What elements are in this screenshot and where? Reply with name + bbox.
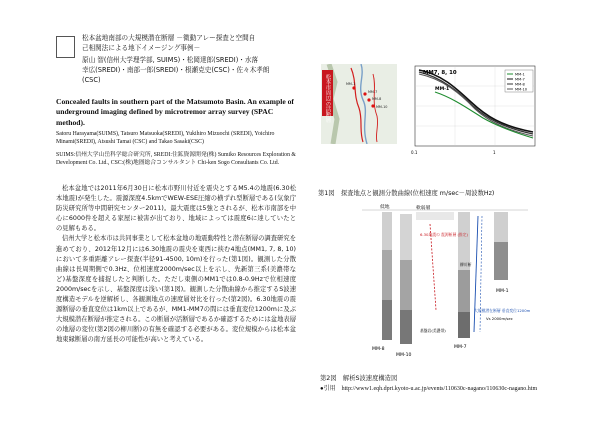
title-japanese	[82, 33, 292, 53]
label-mm8: MM-8	[372, 347, 385, 352]
authors-japanese	[82, 55, 292, 85]
label-mm1: MM-1	[496, 289, 509, 294]
label-vs: Vs 2000m/sec	[486, 316, 513, 321]
column-mm1-layer-top	[494, 212, 508, 242]
label-hidden-fault: 大規模潜在断層 垂直変位1200m	[474, 308, 531, 313]
figure2-velocity-section	[356, 200, 534, 368]
label-630-fault: 6.30地震の 震源断層 (推定)	[420, 232, 469, 237]
map-title-label: 松本市周辺の活断層	[324, 74, 331, 123]
label-low: 低地	[380, 205, 390, 210]
label-mm10: MM-10	[396, 353, 412, 358]
map-point-mm7-label: MM-7	[368, 90, 378, 94]
label-basement: 基盤岩(美濃帯)	[420, 328, 446, 333]
abstract-number-box	[56, 36, 75, 58]
affiliations: SUIMS:信州大学山岳科学総合研究所, SREDI:住鉱資源開発(株) Sumiko Resources Exploration & Development Co. Ltd., CSC:(株)地圏総合コンサルタント Chi-ken Sogo Consultants Co. Ltd.	[56, 152, 296, 167]
map-point-mm7	[363, 92, 366, 95]
map-point-mm10	[371, 104, 374, 107]
graph-header-label: MM7, 8, 10	[423, 70, 457, 76]
label-yanagawa: 柳川断	[460, 262, 472, 267]
graph-mm1-marker: MM-1	[435, 87, 450, 92]
soft-layer-band	[416, 212, 454, 220]
paragraph-2: 信州大学と松本市は共同事業として松本盆地の地震動特性と潜在断層の調査研究を進めており、2012年12月には6.30地震の震央を東西に挟む4地点(MM1, 7, 8, 10)において多重距離アレー探査(半径91-4500, 10m)を行った(第1図)。観測した分散曲線は長周期側で0.3Hz、位相速度2000m/sec以上を示し、先新第三系(美濃帯など)基盤深度を捕捉したと判断した。ただし東側のMM1では0.8-0.9Hzで位相速度2000m/secを示し、基盤深度は浅い(第1図)。観測した分散曲線から推定するS波速度構造モデルを逆解析し、各観測地点の速度層対比を行った(第2図)。6.30地震の震源断層の垂直変位は1km以上であるが、MM1-MM7の間には垂直変位1200mに及ぶ大規模潜在断層が推定される。この断層が活断層であるか確認するためには盆地表層の地層の変位(第2図の柳川断)の有無を確認する必要がある。変位規模からは松本盆地東縁断層の南方延長の可能性が高いと考えている。	[56, 235, 296, 344]
title-jp-line2: 己相関法による地下イメージング事例－	[82, 44, 201, 52]
title-english: Concealed faults in southern part of the Matsumoto Basin. An example of underground imaging defined by microtremor array survey (SPAC method).	[56, 97, 294, 127]
map-point-mm1	[352, 86, 355, 89]
column-mm10-layer-bottom	[400, 310, 412, 344]
authors-jp-line3: (CSC)	[82, 76, 101, 84]
reference-url: ●引用 http://www1.eqh.dpri.kyoto-u.ac.jp/events/110630c-nagano/110630c-nagano.htm	[320, 386, 538, 392]
figure1-dispersion-graph	[401, 62, 541, 160]
map-point-mm8	[367, 98, 370, 101]
legend-mm10: MM-10	[515, 87, 528, 92]
figure1-map	[321, 64, 397, 144]
x-tick-low: 0.1	[411, 150, 418, 155]
x-tick-high: 1	[493, 150, 496, 155]
authors-jp-line2: 幸広(SREDI)・南部一郎(SREDI)・根瀬克史(CSC)・佐々木孝朗	[82, 66, 270, 74]
map-point-mm8-label: MM-8	[372, 97, 382, 101]
column-mm1-layer-bottom	[494, 242, 508, 280]
map-point-mm1-label: MM-1	[346, 82, 356, 86]
title-jp-line1: 松本盆地南部の大規模潜在断層 －微動アレー探査と空間自	[82, 34, 256, 42]
legend-mm8: MM-8	[515, 82, 525, 87]
authors-english: Satoru Harayama(SUIMS), Tatsuro Matsuoka(SREDI), Yukihiro Mizuochi (SREDI), Yoichiro Minami(SREDI), Atsushi Tamai (CSC) and Takao Sasaki(CSC)	[56, 131, 275, 146]
body-text	[56, 184, 296, 346]
figure1-caption: 第1図 探査地点と観測分散曲線(位相速度 m/sec－周波数Hz)	[318, 190, 495, 197]
authors-jp-line1: 原山 智(信州大学理学部, SUIMS)・松岡達郎(SREDI)・水落	[82, 56, 259, 64]
label-mm7: MM-7	[454, 345, 467, 350]
map-point-mm10-label: MM-10	[376, 105, 388, 109]
figure2-caption: 第2図 解析S波速度構造図	[320, 375, 398, 382]
column-mm8-layer-bottom	[382, 300, 392, 340]
label-soft-layer: 軟弱層	[416, 206, 431, 211]
legend-mm1: MM-1	[515, 72, 525, 77]
paragraph-1: 松本盆地では2011年6月30日に松本市野川付近を震央とするM5.4の地震(6.30松本地震)が発生した。震源深度4.5kmでWEW-ESE圧縮の横ずれ型断層である(気象庁防災研究所等中間研究センター2011)。最大震度は5強とされるが、松本市南部を中心に6000件を超える家屋に被害が出ており、地域によっては震度6に達していたとの見解もある。	[56, 185, 296, 233]
column-mm7-layer-bottom	[458, 312, 470, 338]
legend-mm7: MM-7	[515, 77, 525, 82]
